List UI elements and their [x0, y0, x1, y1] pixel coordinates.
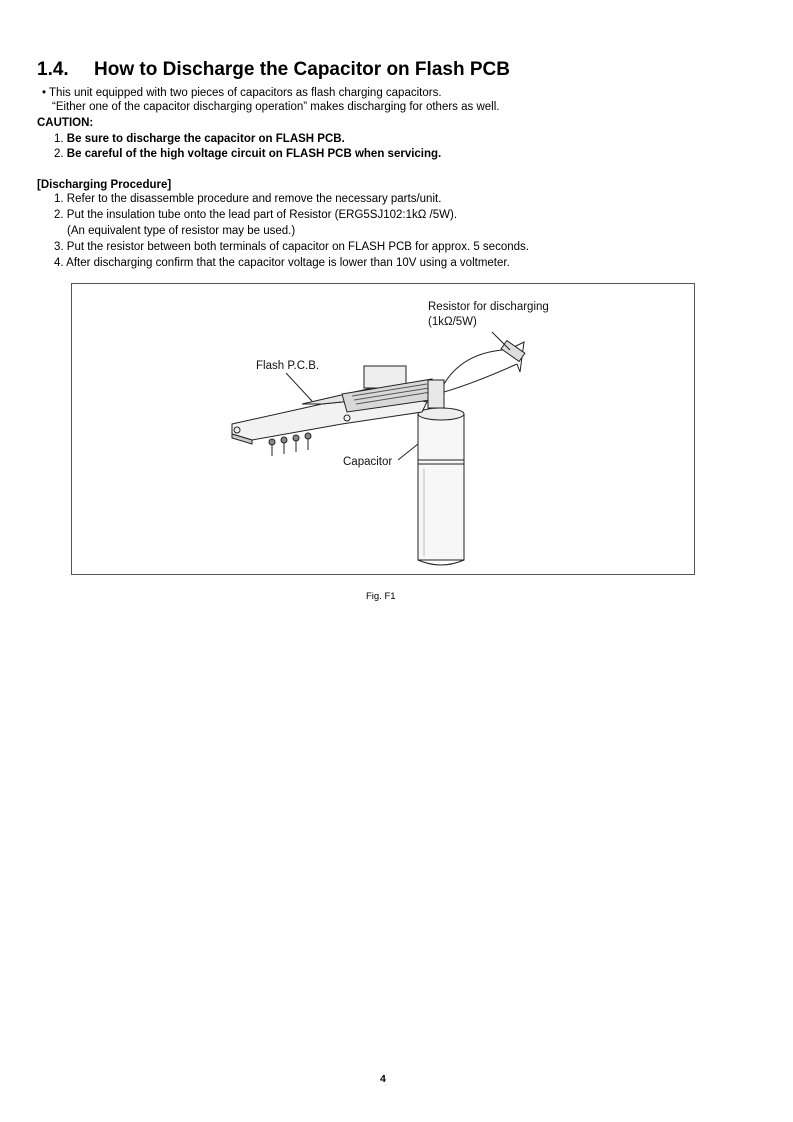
step-text: Put the resistor between both terminals of capacitor on FLASH PCB for approx. 5 seconds.: [66, 241, 529, 253]
pcb-leader-line: [286, 373, 312, 401]
caution-item-text: Be careful of the high voltage circuit on FLASH PCB when servicing.: [66, 148, 442, 160]
caution-heading: CAUTION:: [37, 117, 94, 129]
caution-item-number: 2.: [54, 148, 64, 160]
caution-item-text: Be sure to discharge the capacitor on FLASH PCB.: [66, 133, 345, 145]
intro-text-1: This unit equipped with two pieces of capacitors as flash charging capacitors.: [49, 87, 442, 99]
intro-line-2: “Either one of the capacitor discharging operation” makes discharging for others as well.: [52, 101, 500, 113]
step-text: Put the insulation tube onto the lead part of Resistor (ERG5SJ102:1kΩ /5W).: [66, 209, 458, 221]
capacitor-leader-line: [398, 444, 418, 460]
step-number: 3.: [54, 241, 64, 253]
step-number: 1.: [54, 193, 64, 205]
step-number: 4.: [54, 257, 64, 269]
procedure-step-2: [54, 208, 457, 222]
section-title: How to Discharge the Capacitor on Flash PCB: [94, 59, 510, 80]
resistor-label-line-1: Resistor for discharging: [428, 301, 549, 313]
caution-item-number: 1.: [54, 133, 64, 145]
step-text: Refer to the disassemble procedure and remove the necessary parts/unit.: [66, 193, 442, 205]
capacitor-body: [418, 408, 464, 565]
step-text: After discharging confirm that the capacitor voltage is lower than 10V using a voltmeter.: [66, 257, 510, 269]
flash-pcb-illustration: [72, 284, 694, 574]
procedure-step-1: [54, 192, 441, 206]
procedure-heading: [Discharging Procedure]: [37, 179, 172, 191]
section-heading: [37, 59, 510, 81]
pcb-board: [232, 366, 444, 456]
flash-pcb-label: Flash P.C.B.: [256, 360, 320, 372]
resistor-with-leads: [444, 341, 525, 392]
caution-item-1: [54, 132, 345, 146]
resistor-label-line-2: (1kΩ/5W): [428, 316, 477, 328]
figure-caption: Fig. F1: [366, 591, 396, 602]
bullet-glyph: •: [42, 87, 47, 99]
caution-item-2: [54, 147, 441, 161]
procedure-step-4: [54, 256, 510, 270]
intro-line-1: [42, 86, 442, 100]
page-number: 4: [380, 1073, 386, 1085]
capacitor-label: Capacitor: [343, 456, 393, 468]
section-number: 1.4.: [37, 59, 69, 80]
procedure-step-2-note: (An equivalent type of resistor may be used.): [67, 225, 296, 237]
procedure-step-3: [54, 240, 529, 254]
figure-frame: [71, 283, 695, 575]
step-number: 2.: [54, 209, 64, 221]
